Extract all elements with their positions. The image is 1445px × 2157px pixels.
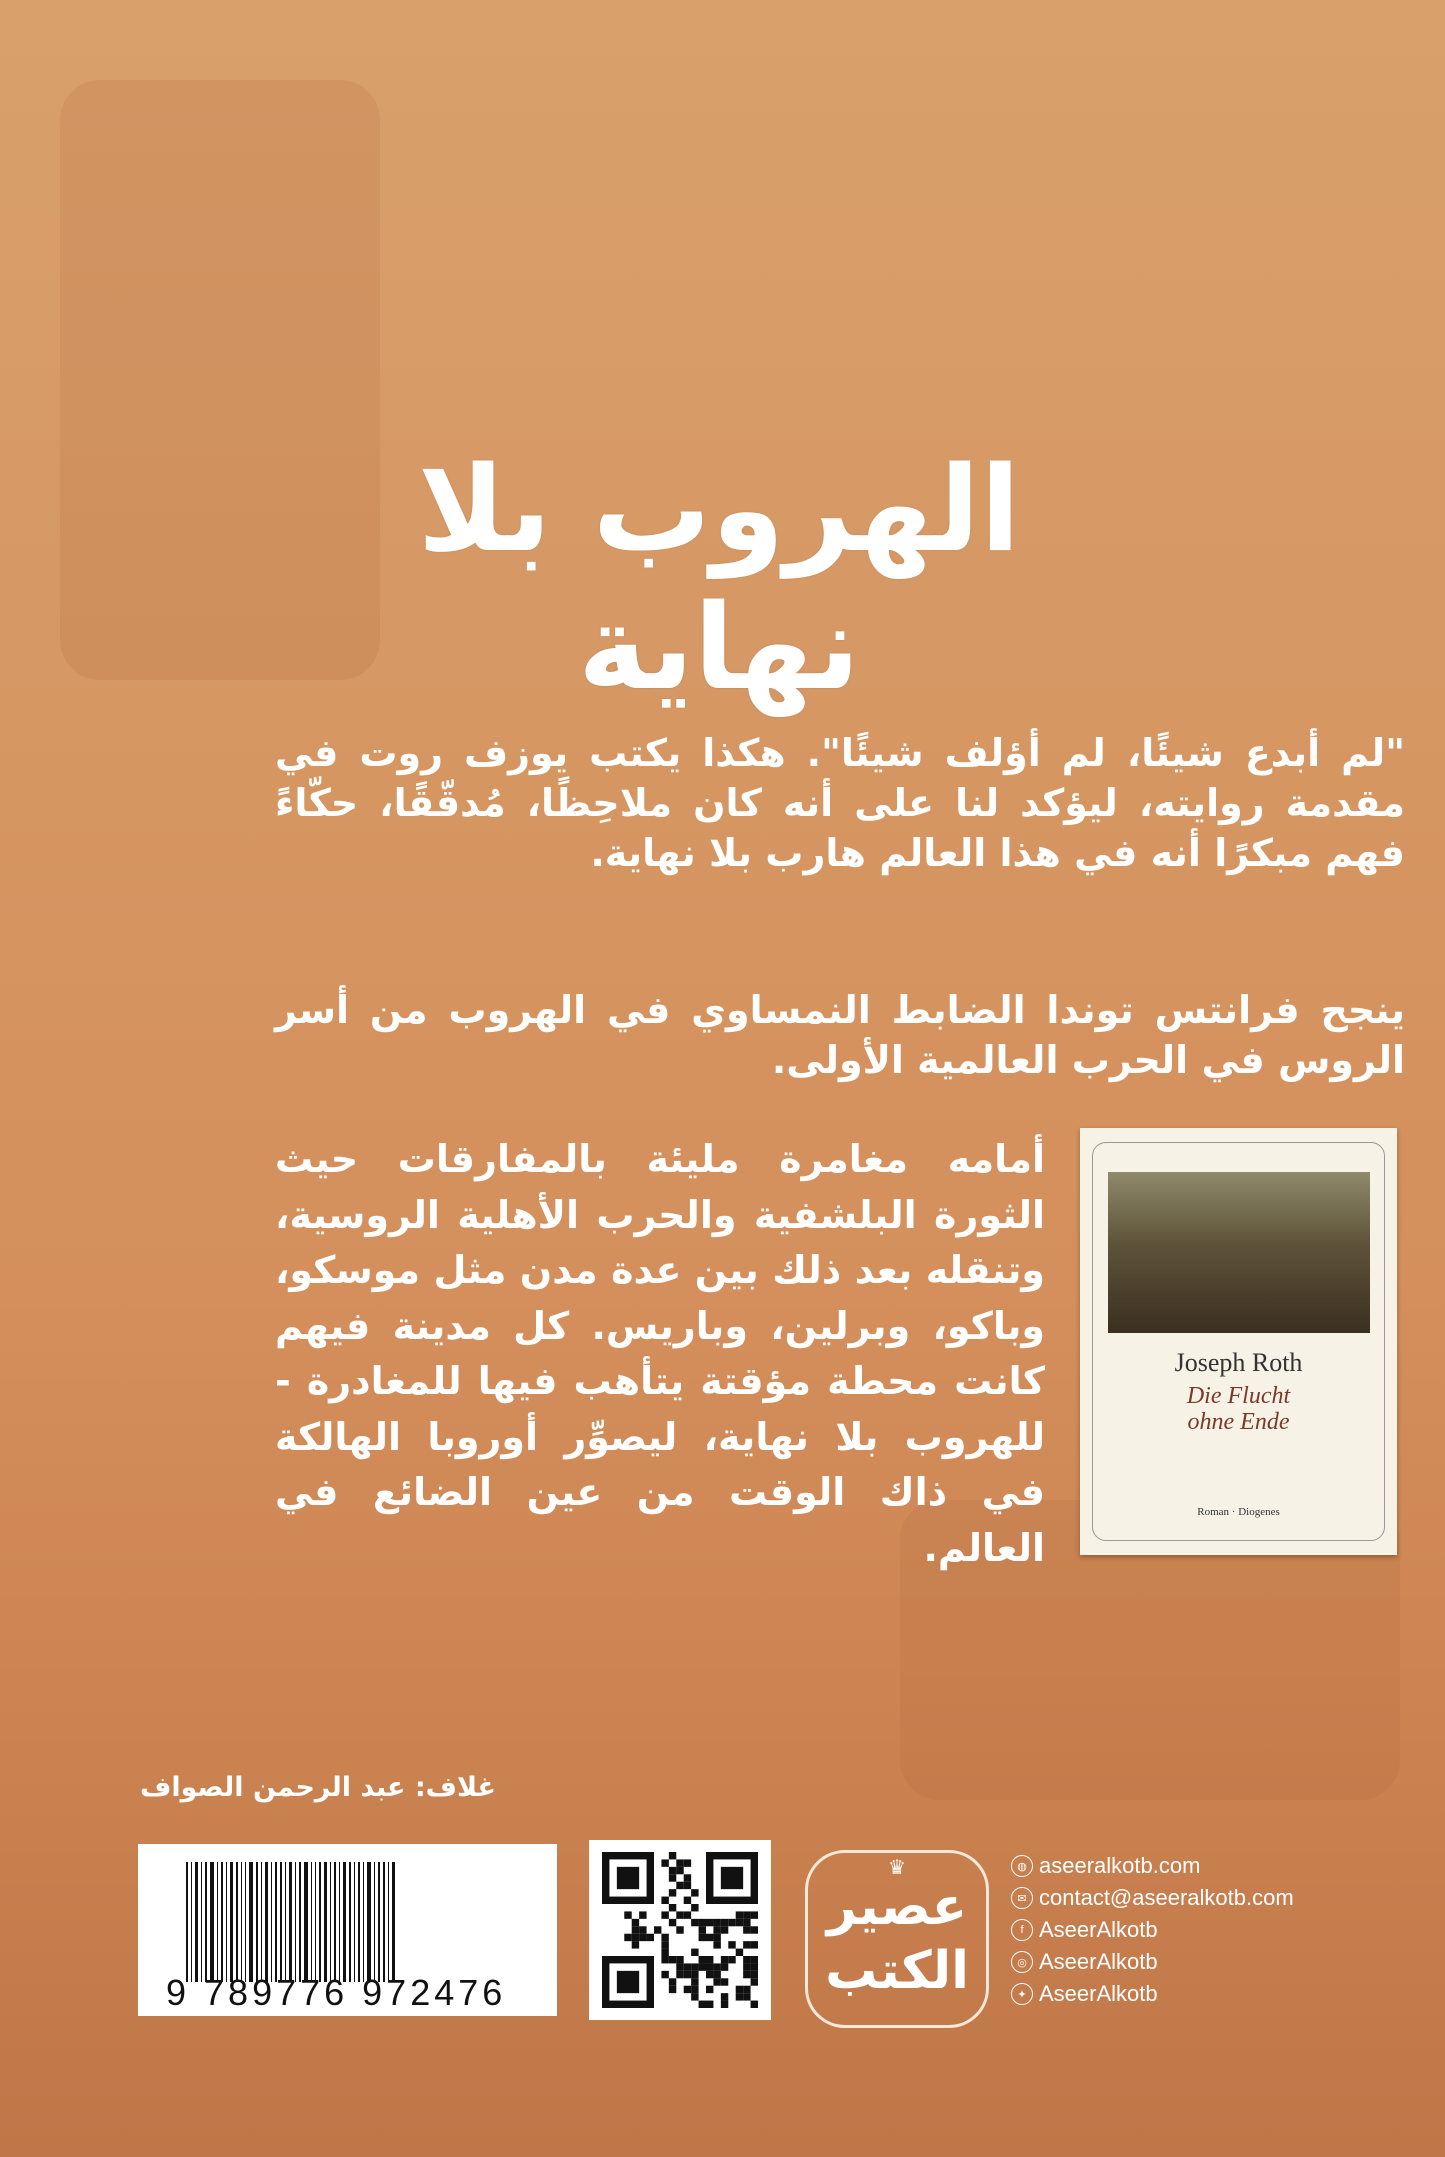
- original-publisher: Roman · Diogenes: [1197, 1506, 1280, 1518]
- barcode-bar: [304, 1862, 308, 1982]
- barcode-bar: [249, 1862, 253, 1982]
- barcode-bar: [186, 1862, 188, 1982]
- barcode-bar: [201, 1862, 202, 1982]
- barcode-bar: [388, 1862, 389, 1982]
- contact-email[interactable]: ✉ contact@aseeralkotb.com: [1011, 1882, 1294, 1914]
- barcode-bar: [261, 1862, 262, 1982]
- barcode-bar: [217, 1862, 218, 1982]
- barcode-bar: [334, 1862, 336, 1982]
- barcode-bar: [299, 1862, 301, 1982]
- barcode-bar: [392, 1862, 395, 1982]
- barcode-bar: [383, 1862, 385, 1982]
- cover-photo: [1108, 1172, 1370, 1333]
- original-title: Die Flucht ohne Ende: [1186, 1383, 1291, 1435]
- barcode-bar: [367, 1862, 371, 1982]
- barcode-bar: [205, 1862, 207, 1982]
- isbn-number: 9 789776 972476: [166, 1972, 507, 2013]
- barcode-bar: [221, 1862, 223, 1982]
- instagram-icon: ◎: [1011, 1951, 1033, 1973]
- barcode-bar: [330, 1862, 331, 1982]
- barcode-bar: [230, 1862, 233, 1982]
- contact-facebook[interactable]: f AseerAlkotb: [1011, 1914, 1294, 1946]
- original-author: Joseph Roth: [1174, 1348, 1303, 1377]
- contact-twitter[interactable]: ✦ AseerAlkotb: [1011, 1978, 1294, 2010]
- synopsis-paragraph: أمامه مغامرة مليئة بالمفارقات حيث الثورة البلشفية والحرب الأهلية الروسية، وتنقله بعد ذلك بين عدة مدن مثل موسكو، وباكو، وبرلين، وباريس. كل مدينة فيهم كانت محطة مؤقتة يتأهب فيها للمغادرة - للهروب بلا نهاية، ليصوِّر أوروبا الهالكة في ذاك الوقت من عين الضائع في العالم.: [275, 1137, 1045, 1570]
- barcode: [138, 1844, 557, 2016]
- contact-website[interactable]: ◍ aseeralkotb.com: [1011, 1850, 1294, 1882]
- barcode-bar: [245, 1862, 246, 1982]
- crown-icon: ♛: [888, 1855, 906, 1879]
- barcode-bar: [378, 1862, 380, 1982]
- barcode-bar: [289, 1862, 292, 1982]
- barcode-bar: [363, 1862, 364, 1982]
- contact-list: [1011, 1850, 1294, 2010]
- barcode-bar: [226, 1862, 227, 1982]
- barcode-bar: [343, 1862, 346, 1982]
- cover-credit: غلاف: عبد الرحمن الصواف: [140, 1772, 496, 1803]
- barcode-bar: [339, 1862, 340, 1982]
- barcode-bar: [280, 1862, 282, 1982]
- barcode-bar: [285, 1862, 286, 1982]
- barcode-bar: [295, 1862, 296, 1982]
- barcode-bar: [256, 1862, 258, 1982]
- barcode-bar: [265, 1862, 268, 1982]
- barcode-bar: [236, 1862, 238, 1982]
- barcode-bar: [324, 1862, 327, 1982]
- quote-paragraph: "لم أبدع شيئًا، لم أؤلف شيئًا". هكذا يكتب يوزف روت في مقدمة روايته، ليؤكد لنا على أنه كان ملاحِظًا، مُدقّقًا، حكّاءً فهم مبكرًا أنه في هذا العالم هارب بلا نهاية.: [275, 731, 1405, 875]
- contact-instagram[interactable]: ◎ AseerAlkotb: [1011, 1946, 1294, 1978]
- synopsis-paragraph: ينجح فرانتس توندا الضابط النمساوي في الهروب من أسر الروس في الحرب العالمية الأولى.: [275, 988, 1405, 1082]
- barcode-bar: [354, 1862, 355, 1982]
- barcode-bar: [349, 1862, 351, 1982]
- barcode-bar: [311, 1862, 312, 1982]
- barcode-bar: [374, 1862, 375, 1982]
- qr-code: [589, 1840, 771, 2020]
- facebook-icon: f: [1011, 1919, 1033, 1941]
- barcode-bar: [271, 1862, 272, 1982]
- mail-icon: ✉: [1011, 1887, 1033, 1909]
- globe-icon: ◍: [1011, 1855, 1033, 1877]
- publisher-logo: ♛ عصير الكتب: [805, 1850, 989, 2028]
- twitter-icon: ✦: [1011, 1983, 1033, 2005]
- original-book-cover: [1080, 1128, 1397, 1555]
- barcode-bar: [191, 1862, 192, 1982]
- barcode-bar: [210, 1862, 214, 1982]
- book-title: الهروب بلا نهاية: [417, 440, 1021, 716]
- barcode-bar: [315, 1862, 316, 1982]
- barcode-bar: [241, 1862, 242, 1982]
- barcode-bar: [195, 1862, 198, 1982]
- barcode-bar: [275, 1862, 277, 1982]
- barcode-bar: [319, 1862, 321, 1982]
- barcode-bar: [358, 1862, 360, 1982]
